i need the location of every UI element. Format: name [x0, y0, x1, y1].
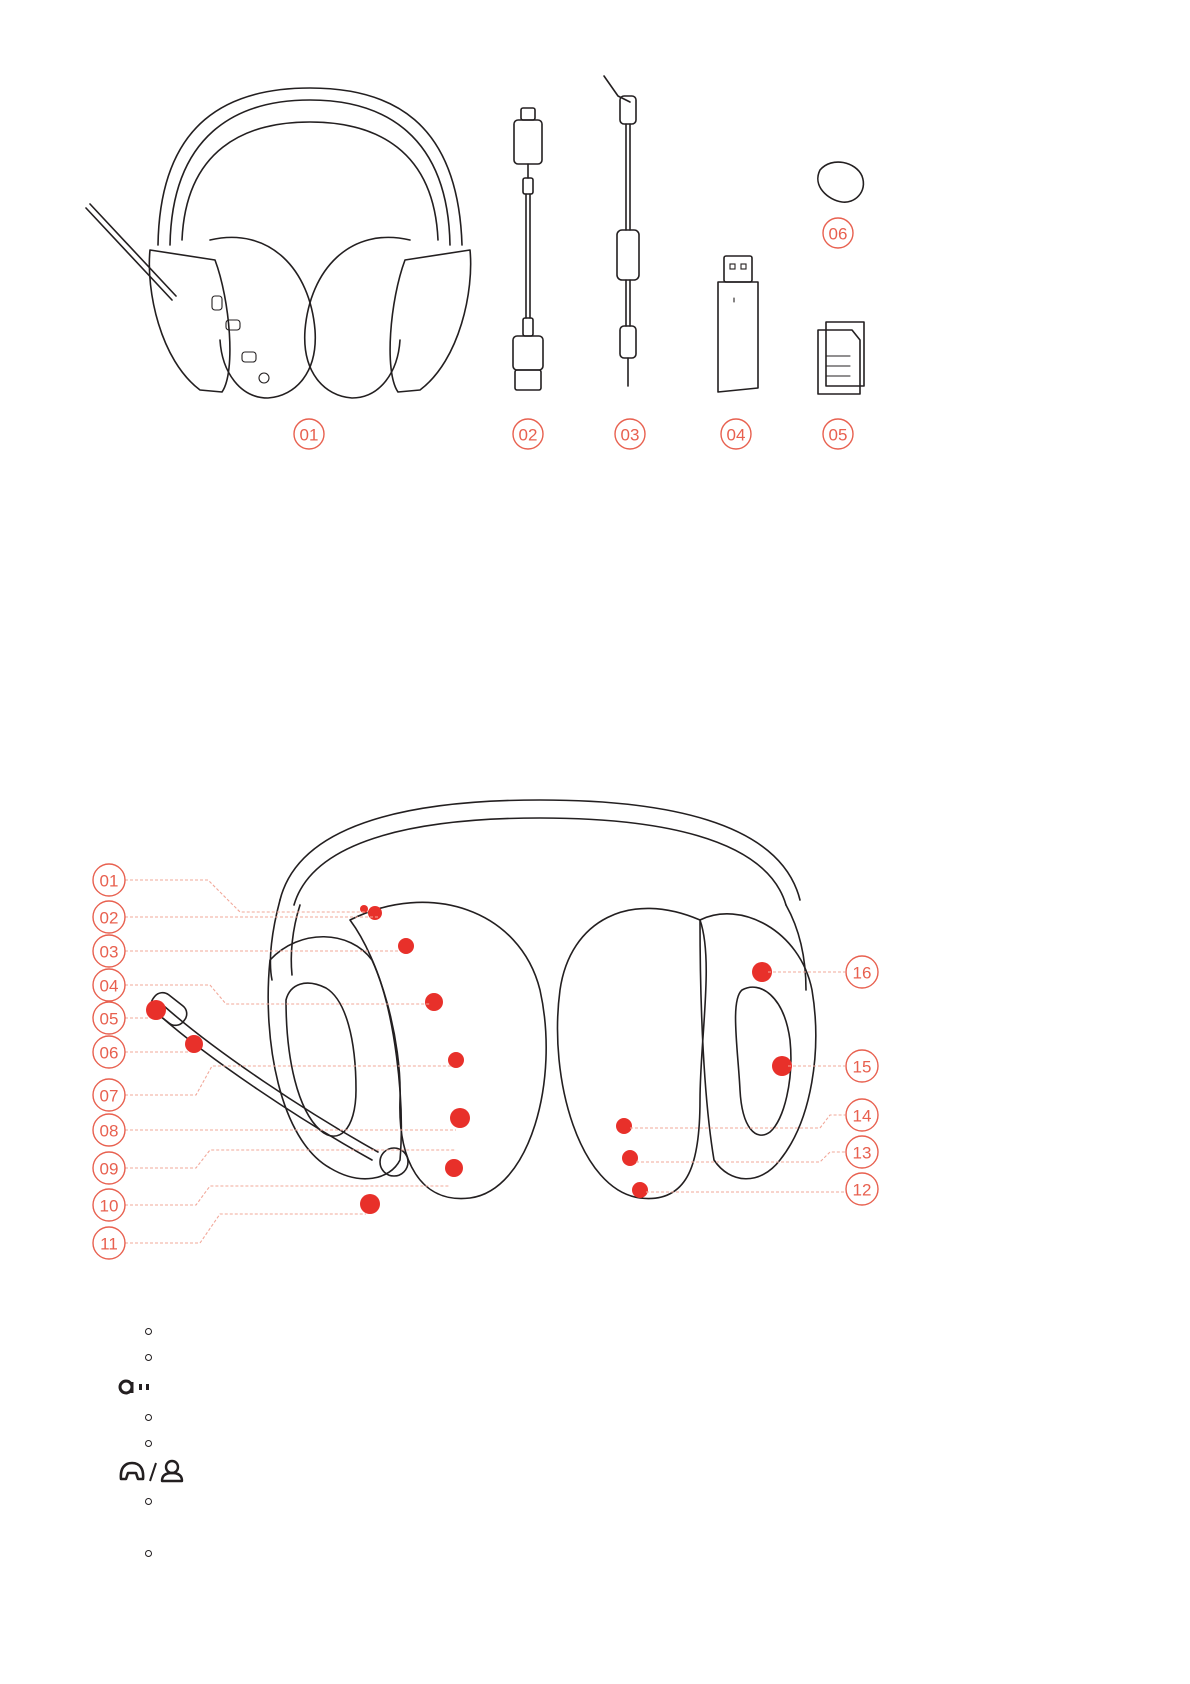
headset-illustration: [86, 88, 471, 398]
list-bullet: [145, 1328, 152, 1335]
hotspot-power-switch: [632, 1182, 648, 1198]
headset-detail-illustration: [147, 800, 815, 1199]
callout-15: [846, 1050, 878, 1082]
callout-01: [93, 864, 125, 896]
list-bullet: [145, 1550, 152, 1557]
callout-03: [615, 419, 645, 449]
documents-illustration: [818, 322, 864, 394]
hotspot-usb-port: [450, 1108, 470, 1128]
hotspot-aux-port: [445, 1159, 463, 1177]
hotspot-mic-led: [185, 1035, 203, 1053]
callout-05: [93, 1002, 125, 1034]
svg-text:06: 06: [99, 1043, 119, 1063]
svg-text:16: 16: [852, 963, 872, 983]
list-bullet: [145, 1498, 152, 1505]
callout-06: [823, 218, 853, 248]
svg-text:14: 14: [852, 1106, 872, 1126]
callout-09: [93, 1152, 125, 1184]
callout-16: [846, 956, 878, 988]
callout-06: [93, 1036, 125, 1068]
callout-08: [93, 1114, 125, 1146]
callout-03: [93, 935, 125, 967]
callout-14: [846, 1099, 878, 1131]
svg-text:11: 11: [100, 1234, 118, 1254]
hotspot-status-led: [622, 1150, 638, 1166]
list-bullet: [145, 1354, 152, 1361]
callout-12: [846, 1173, 878, 1205]
usb-cable-illustration: [513, 108, 543, 390]
hotspot-volume-dial: [425, 993, 443, 1011]
svg-text:06: 06: [828, 224, 848, 244]
callouts-left: [93, 864, 125, 1259]
svg-text:13: 13: [852, 1143, 872, 1163]
foam-windscreen-illustration: [818, 162, 864, 202]
audio-cable-illustration: [604, 76, 639, 386]
callout-07: [93, 1079, 125, 1111]
svg-text:08: 08: [99, 1121, 119, 1141]
callout-02: [513, 419, 543, 449]
svg-text:07: 07: [99, 1086, 119, 1106]
hotspot-mic-boom-hinge: [360, 1194, 380, 1214]
callout-02: [93, 901, 125, 933]
callout-05: [823, 419, 853, 449]
hotspot-mic-tip: [146, 1000, 166, 1020]
hotspot-mic-mute-button: [368, 906, 382, 920]
svg-text:05: 05: [99, 1009, 119, 1029]
svg-text:12: 12: [852, 1180, 872, 1200]
leader-lines: [125, 880, 845, 1243]
svg-text:01: 01: [99, 871, 119, 891]
callout-11: [93, 1227, 125, 1259]
svg-text:10: 10: [99, 1196, 119, 1216]
callout-10: [93, 1189, 125, 1221]
callout-13: [846, 1136, 878, 1168]
svg-text:05: 05: [828, 425, 848, 445]
svg-text:03: 03: [620, 425, 640, 445]
wireless-dongle-illustration: [718, 256, 758, 392]
chat-game-balance-icon: [118, 1374, 158, 1398]
svg-text:04: 04: [99, 976, 119, 996]
game-chat-mode-icon: [118, 1457, 190, 1485]
figure-headset-controls: [93, 800, 878, 1259]
svg-text:15: 15: [852, 1057, 872, 1077]
list-bullet: [145, 1440, 152, 1447]
svg-text:03: 03: [99, 942, 119, 962]
svg-text:01: 01: [299, 425, 319, 445]
svg-text:09: 09: [99, 1159, 119, 1179]
callout-04: [721, 419, 751, 449]
callout-04: [93, 969, 125, 1001]
svg-text:02: 02: [99, 908, 119, 928]
hotspot-chat-game-dial: [398, 938, 414, 954]
hotspot-bluetooth-button: [616, 1118, 632, 1134]
svg-text:02: 02: [518, 425, 538, 445]
list-bullet: [145, 1414, 152, 1421]
figure-box-contents: [86, 76, 864, 449]
callout-01: [294, 419, 324, 449]
callouts-right: [846, 956, 878, 1205]
svg-text:04: 04: [726, 425, 746, 445]
